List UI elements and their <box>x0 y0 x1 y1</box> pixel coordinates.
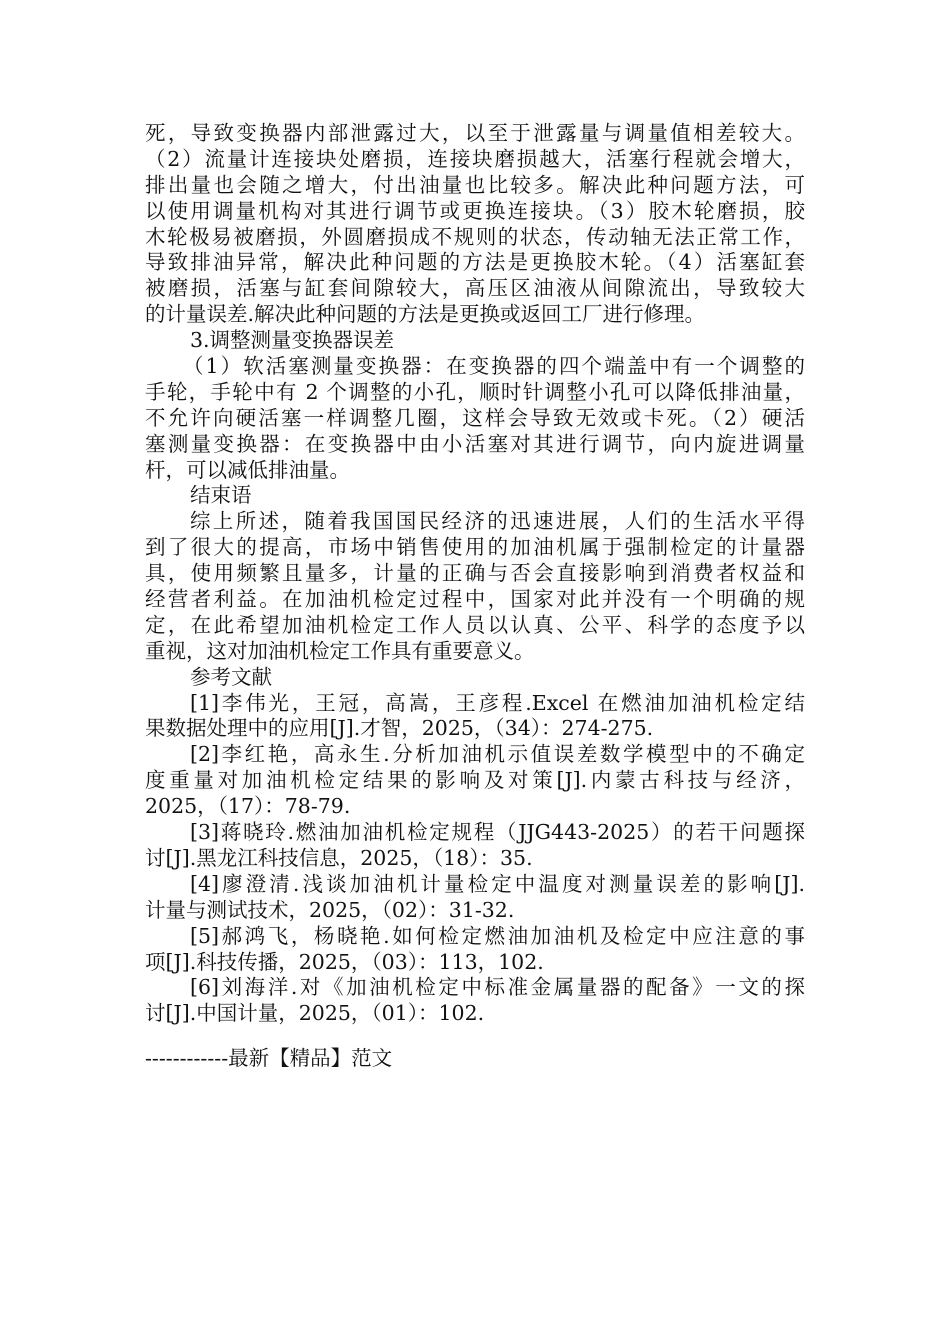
text-line: 果数据处理中的应用[J].才智，2025，（34）：274-275. <box>145 716 654 741</box>
text-line: 的计量误差.解决此种问题的方法是更换或返回工厂进行修理。 <box>145 302 706 327</box>
text-line: 具，使用频繁且量多，计量的正确与否会直接影响到消费者权益和 <box>145 561 805 586</box>
document-body <box>145 121 805 1027</box>
text-line: 到了很大的提高，市场中销售使用的加油机属于强制检定的计量器 <box>145 535 805 560</box>
text-line: 不允许向硬活塞一样调整几圈，这样会导致无效或卡死。（2）硬活 <box>145 405 805 430</box>
text-line: 以使用调量机构对其进行调节或更换连接块。（3）胶木轮磨损，胶 <box>145 198 805 223</box>
text-line: 综上所述，随着我国国民经济的迅速进展，人们的生活水平得 <box>190 509 805 534</box>
text-line: 被磨损，活塞与缸套间隙较大，高压区油液从间隙流出，导致较大 <box>145 276 805 301</box>
text-line: （2）流量计连接块处磨损，连接块磨损越大，活塞行程就会增大， <box>145 146 805 171</box>
text-line: 度重量对加油机检定结果的影响及对策[J].内蒙古科技与经济， <box>145 768 805 793</box>
text-line: 手轮，手轮中有 2 个调整的小孔，顺时针调整小孔可以降低排油量， <box>145 379 805 404</box>
text-line: 讨[J].中国计量，2025，（01）：102. <box>145 1001 485 1026</box>
text-line: 杆，可以减低排油量。 <box>145 457 350 482</box>
text-line: 结束语 <box>190 483 252 508</box>
text-line: [1]李伟光，王冠，高嵩，王彦程.Excel 在燃油加油机检定结 <box>190 690 805 715</box>
text-line: 排出量也会随之增大，付出油量也比较多。解决此种问题方法，可 <box>145 172 805 197</box>
page-footer: ------------最新【精品】范文 <box>145 1046 393 1070</box>
text-line: 塞测量变换器：在变换器中由小活塞对其进行调节，向内旋进调量 <box>145 431 805 456</box>
text-line: 经营者利益。在加油机检定过程中，国家对此并没有一个明确的规 <box>145 587 805 612</box>
text-line: 死，导致变换器内部泄露过大，以至于泄露量与调量值相差较大。 <box>145 121 805 145</box>
text-line: 木轮极易被磨损，外圆磨损成不规则的状态，传动轴无法正常工作， <box>145 224 805 249</box>
text-line: 3.调整测量变换器误差 <box>190 328 395 353</box>
text-line: 定，在此希望加油机检定工作人员以认真、公平、科学的态度予以 <box>145 612 805 637</box>
text-line: [3]蒋晓玲.燃油加油机检定规程（JJG443-2025）的若干问题探 <box>190 820 805 845</box>
text-line: 参考文献 <box>190 664 272 689</box>
text-line: [4]廖澄清.浅谈加油机计量检定中温度对测量误差的影响[J]. <box>190 871 805 896</box>
text-line: 2025，（17）：78-79. <box>145 794 351 819</box>
text-line: 计量与测试技术，2025，（02）：31-32. <box>145 897 515 922</box>
text-line: 导致排油异常，解决此种问题的方法是更换胶木轮。（4）活塞缸套 <box>145 250 805 275</box>
text-line: 重视，这对加油机检定工作具有重要意义。 <box>145 638 535 663</box>
text-line: [5]郝鸿飞，杨晓艳.如何检定燃油加油机及检定中应注意的事 <box>190 923 805 948</box>
text-line: 讨[J].黑龙江科技信息，2025，（18）：35. <box>145 845 533 870</box>
text-line: [2]李红艳，高永生.分析加油机示值误差数学模型中的不确定 <box>190 742 805 767</box>
text-line: （1）软活塞测量变换器：在变换器的四个端盖中有一个调整的 <box>183 354 805 379</box>
text-line: [6]刘海洋.对《加油机检定中标准金属量器的配备》一文的探 <box>190 975 805 1000</box>
text-line: 项[J].科技传播，2025，（03）：113，102. <box>145 949 544 974</box>
